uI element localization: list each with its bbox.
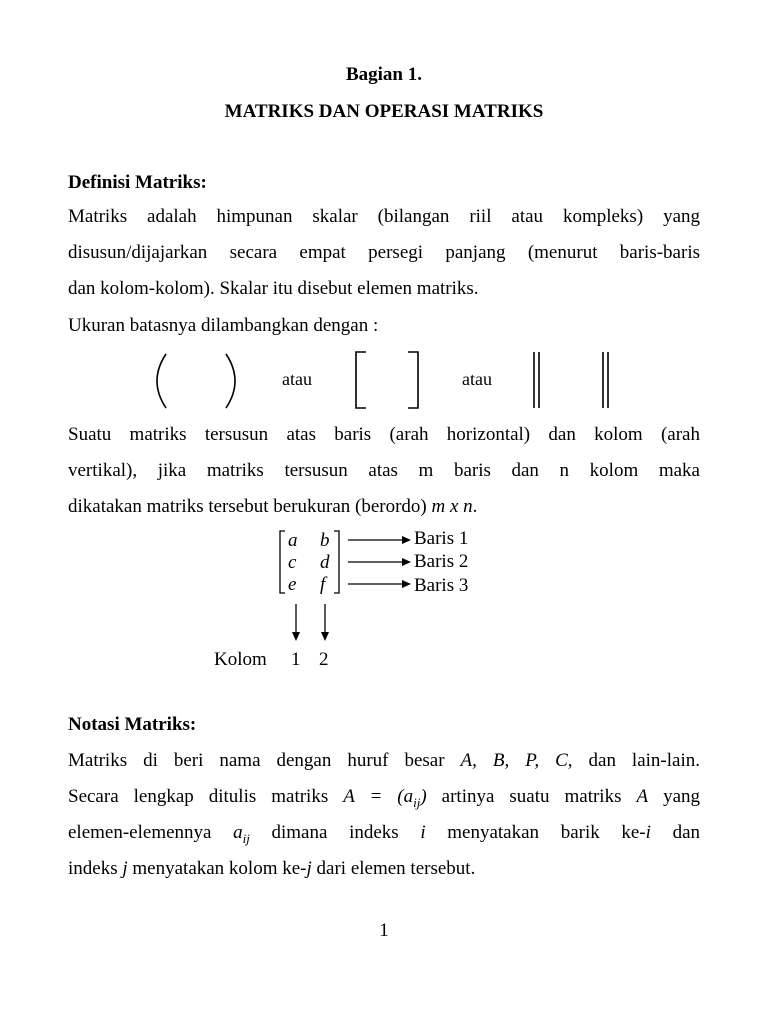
matrix-element-c: c xyxy=(288,552,297,573)
matrix-right-bracket-icon xyxy=(334,531,339,593)
left-bracket-icon xyxy=(356,352,366,408)
notasi-paragraph xyxy=(68,743,700,887)
matrix-element-a: a xyxy=(288,530,298,551)
row-label-1: Baris 1 xyxy=(414,528,469,549)
right-paren-icon xyxy=(226,354,235,408)
susunan-line-1: Suatu matriks tersusun atas baris (arah horizontal) dan kolom (arah xyxy=(68,424,700,445)
susunan-paragraph xyxy=(68,417,700,525)
susunan-line-2: vertikal), jika matriks tersusun atas m baris dan n kolom maka xyxy=(68,460,700,481)
notasi-heading: Notasi Matriks: xyxy=(68,714,197,735)
row-arrow-3-icon xyxy=(402,580,411,588)
row-label-3: Baris 3 xyxy=(414,575,469,596)
matrix-element-d: d xyxy=(320,552,330,573)
atau-label-2: atau xyxy=(462,369,492,389)
right-bracket-icon xyxy=(408,352,418,408)
matrix-left-bracket-icon xyxy=(280,531,285,593)
definisi-line-1: Matriks adalah himpunan skalar (bilangan riil atau kompleks) yang xyxy=(68,206,700,227)
chapter-label: Bagian 1. xyxy=(345,64,423,85)
row-label-2: Baris 2 xyxy=(414,551,469,572)
definisi-paragraph xyxy=(68,199,700,307)
left-paren-icon xyxy=(157,354,166,408)
matrix-element-e: e xyxy=(288,574,297,595)
order-expression: m x n xyxy=(431,496,473,517)
row-arrow-2-icon xyxy=(402,558,411,566)
bracket-symbols xyxy=(140,350,620,412)
definisi-heading: Definisi Matriks: xyxy=(68,172,207,193)
kolom-label: Kolom xyxy=(214,649,267,670)
page-title: MATRIKS DAN OPERASI MATRIKS xyxy=(224,101,544,122)
notasi-line-2: Secara lengkap ditulis matriks $A = (a_{ij})$ artinya suatu matriks A yang xyxy=(68,786,700,810)
ukuran-line: Ukuran batasnya dilambangkan dengan : xyxy=(68,315,379,336)
kolom-number-2: 2 xyxy=(319,649,329,670)
notasi-line-3: elemen-elemennya $a_{ij}$ dimana indeks i menyatakan barik ke-i dan xyxy=(68,822,700,846)
kolom-number-1: 1 xyxy=(291,649,301,670)
susunan-line-3: dikatakan matriks tersebut berukuran (berordo) m x n. xyxy=(68,496,478,517)
matrix-element-b: b xyxy=(320,530,330,551)
definisi-line-2: disusun/dijajarkan secara empat persegi panjang (menurut baris-baris xyxy=(68,242,700,263)
col-arrow-2-icon xyxy=(321,632,329,641)
notasi-line-4: indeks j menyatakan kolom ke-j dari elemen tersebut. xyxy=(68,858,476,879)
row-arrow-1-icon xyxy=(402,536,411,544)
col-arrow-1-icon xyxy=(292,632,300,641)
atau-label-1: atau xyxy=(282,369,312,389)
notasi-line-1: Matriks di beri nama dengan huruf besar A, B, P, C, dan lain-lain. xyxy=(68,750,700,771)
page-number: 1 xyxy=(379,920,389,941)
matrix-element-f: f xyxy=(320,574,326,595)
definisi-line-3: dan kolom-kolom). Skalar itu disebut elemen matriks. xyxy=(68,278,479,299)
